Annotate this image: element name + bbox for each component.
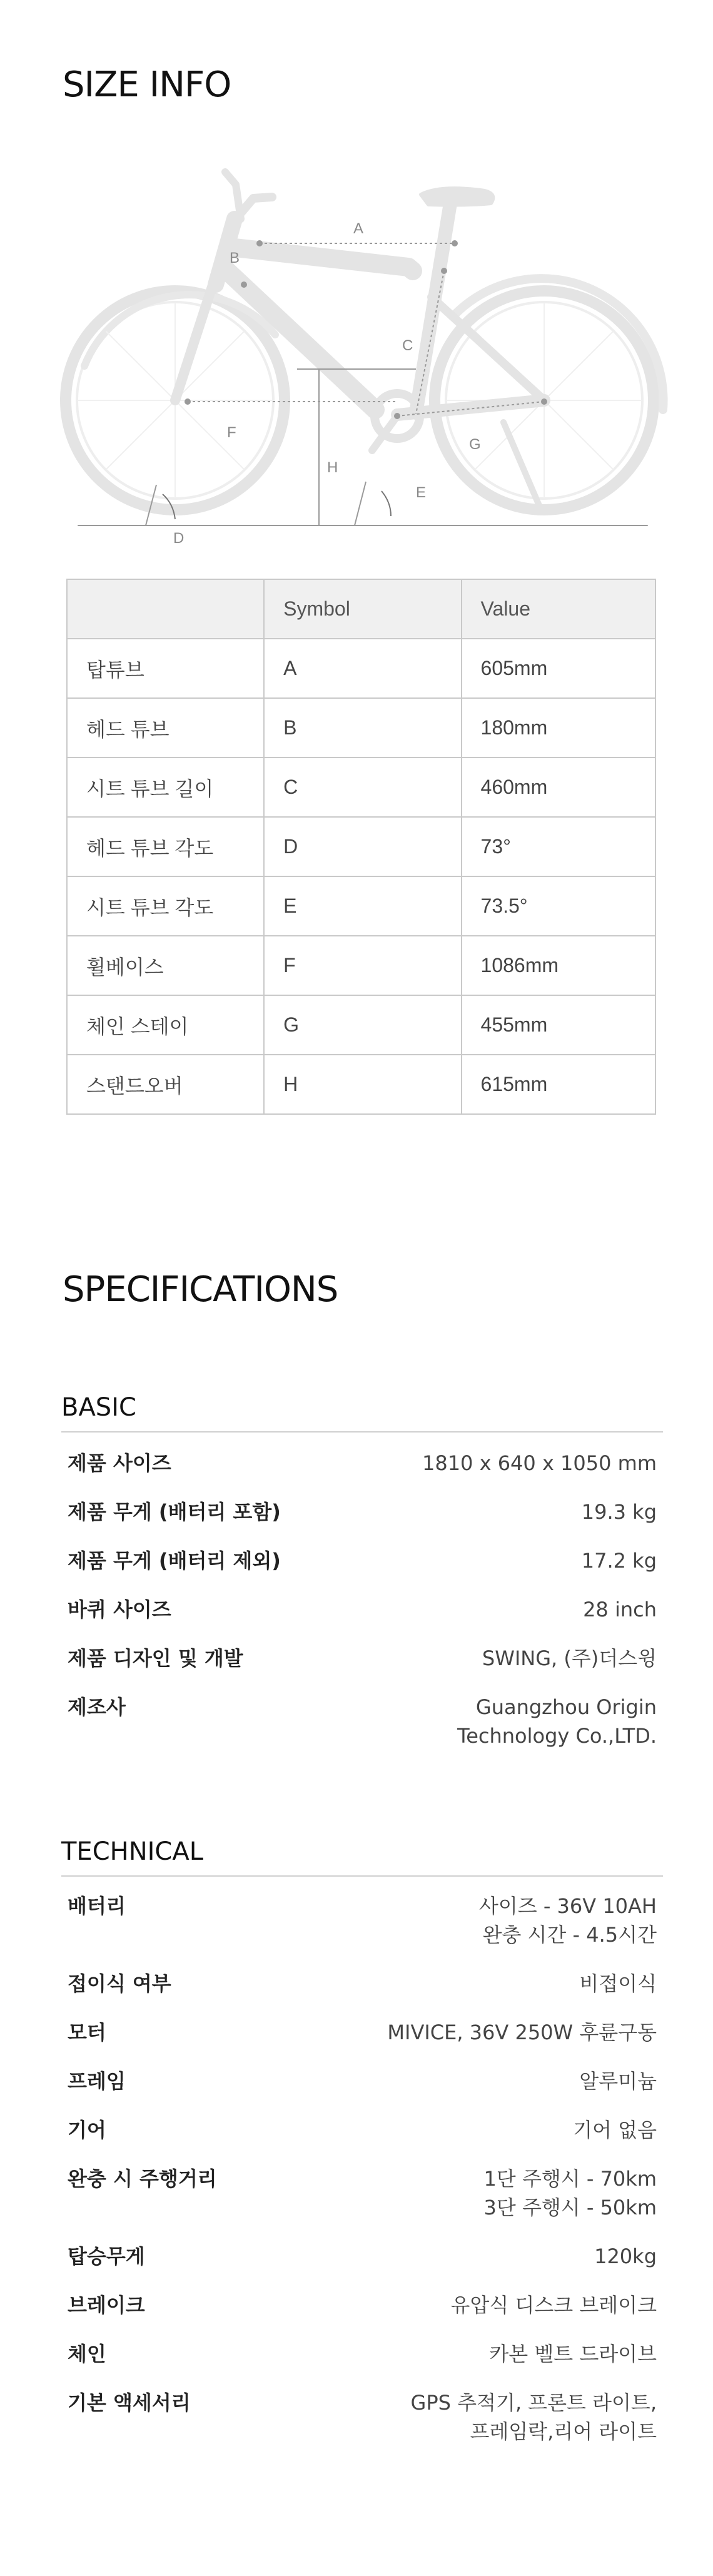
- spec-row: [61, 1595, 663, 1624]
- size-part-name: 탑튜브: [67, 639, 264, 698]
- size-symbol: E: [264, 876, 461, 936]
- size-part-name: 헤드 튜브 각도: [67, 817, 264, 876]
- spec-value: SWING, (주)더스윙: [482, 1646, 657, 1670]
- size-value: 605mm: [462, 639, 655, 698]
- technical-section-title: TECHNICAL: [61, 1833, 663, 1877]
- size-table-header-cell: Value: [462, 579, 655, 639]
- spec-row: [61, 1449, 663, 1478]
- size-info-title: SIZE INFO: [63, 64, 231, 105]
- size-symbol: G: [264, 995, 461, 1055]
- spec-value: GPS 추적기, 프론트 라이트, 프레임락,리어 라이트: [410, 2391, 657, 2443]
- spec-label: 배터리: [68, 1894, 126, 1918]
- spec-value: 알루미늄: [579, 2069, 657, 2093]
- size-table-header-row: [67, 579, 655, 639]
- spec-value: 1단 주행시 - 70km 3단 주행시 - 50km: [483, 2167, 657, 2219]
- specifications-title: SPECIFICATIONS: [63, 1269, 338, 1310]
- spec-value: 비접이식: [579, 1972, 657, 1995]
- spec-value: 카본 벨트 드라이브: [489, 2342, 657, 2366]
- size-value: 460mm: [462, 758, 655, 817]
- basic-spec-section: [61, 1389, 663, 1770]
- dim-label-a: A: [353, 220, 364, 237]
- basic-section-title: BASIC: [61, 1389, 663, 1433]
- size-table-row: [67, 995, 655, 1055]
- spec-value: MIVICE, 36V 250W 후륜구동: [387, 2021, 657, 2044]
- spec-row: [61, 2164, 663, 2222]
- spec-value: 28 inch: [583, 1598, 657, 1621]
- dim-label-f: F: [227, 424, 236, 441]
- spec-value: Guangzhou Origin Technology Co.,LTD.: [457, 1695, 657, 1748]
- spec-label: 제조사: [68, 1695, 126, 1719]
- technical-spec-section: [61, 1833, 663, 2466]
- size-symbol: C: [264, 758, 461, 817]
- bike-illustration: [66, 160, 657, 547]
- size-table-row: [67, 1055, 655, 1114]
- size-value: 455mm: [462, 995, 655, 1055]
- dim-label-b: B: [230, 250, 240, 266]
- size-value: 73°: [462, 817, 655, 876]
- spec-label: 제품 디자인 및 개발: [68, 1646, 243, 1670]
- dim-label-g: G: [469, 436, 481, 453]
- spec-row: [61, 1498, 663, 1526]
- spec-label: 접이식 여부: [68, 1972, 171, 1995]
- size-part-name: 체인 스테이: [67, 995, 264, 1055]
- spec-row: [61, 1693, 663, 1750]
- spec-row: [61, 1546, 663, 1575]
- spec-value: 17.2 kg: [581, 1549, 657, 1573]
- size-table-row: [67, 817, 655, 876]
- spec-row: [61, 2242, 663, 2271]
- spec-row: [61, 2018, 663, 2047]
- spec-label: 기어: [68, 2118, 106, 2142]
- technical-spec-list: [61, 1877, 663, 2446]
- spec-label: 제품 무게 (배터리 포함): [68, 1500, 281, 1524]
- spec-row: [61, 1969, 663, 1998]
- size-value: 615mm: [462, 1055, 655, 1114]
- spec-label: 제품 무게 (배터리 제외): [68, 1549, 281, 1573]
- size-value: 180mm: [462, 698, 655, 758]
- spec-value: 19.3 kg: [581, 1500, 657, 1524]
- size-table-header-cell: Symbol: [264, 579, 461, 639]
- bike-geometry-diagram: [66, 160, 657, 547]
- spec-label: 기본 액세서리: [68, 2391, 191, 2415]
- spec-value: 120kg: [594, 2244, 657, 2268]
- spec-value: 유압식 디스크 브레이크: [450, 2293, 657, 2317]
- spec-label: 프레임: [68, 2069, 126, 2093]
- size-value: 1086mm: [462, 936, 655, 995]
- size-table-row: [67, 876, 655, 936]
- size-table-row: [67, 758, 655, 817]
- size-symbol: H: [264, 1055, 461, 1114]
- spec-value: 기어 없음: [573, 2118, 657, 2142]
- spec-label: 탑승무게: [68, 2244, 145, 2268]
- size-symbol: D: [264, 817, 461, 876]
- basic-spec-list: [61, 1433, 663, 1750]
- size-part-name: 스탠드오버: [67, 1055, 264, 1114]
- size-table-header-cell: [67, 579, 264, 639]
- spec-label: 브레이크: [68, 2293, 145, 2317]
- size-table-row: [67, 936, 655, 995]
- spec-label: 모터: [68, 2021, 106, 2044]
- dim-label-h: H: [327, 459, 338, 476]
- spec-row: [61, 2116, 663, 2144]
- spec-row: [61, 2067, 663, 2096]
- size-part-name: 헤드 튜브: [67, 698, 264, 758]
- spec-row: [61, 1892, 663, 1949]
- spec-row: [61, 2291, 663, 2320]
- spec-value: 사이즈 - 36V 10AH 완충 시간 - 4.5시간: [478, 1894, 657, 1947]
- dim-label-c: C: [402, 337, 413, 354]
- size-part-name: 시트 튜브 길이: [67, 758, 264, 817]
- size-value: 73.5°: [462, 876, 655, 936]
- spec-label: 바퀴 사이즈: [68, 1598, 171, 1621]
- size-part-name: 시트 튜브 각도: [67, 876, 264, 936]
- size-symbol: B: [264, 698, 461, 758]
- size-symbol: A: [264, 639, 461, 698]
- spec-label: 완충 시 주행거리: [68, 2167, 217, 2191]
- spec-row: [61, 2340, 663, 2368]
- spec-label: 제품 사이즈: [68, 1451, 171, 1475]
- dim-label-e: E: [416, 484, 427, 501]
- size-table-row: [67, 698, 655, 758]
- spec-row: [61, 2388, 663, 2446]
- dim-label-d: D: [173, 530, 185, 547]
- size-part-name: 휠베이스: [67, 936, 264, 995]
- size-symbol: F: [264, 936, 461, 995]
- spec-value: 1810 x 640 x 1050 mm: [422, 1451, 657, 1475]
- size-table: [66, 579, 656, 1115]
- size-table-row: [67, 639, 655, 698]
- spec-row: [61, 1644, 663, 1673]
- spec-label: 체인: [68, 2342, 106, 2366]
